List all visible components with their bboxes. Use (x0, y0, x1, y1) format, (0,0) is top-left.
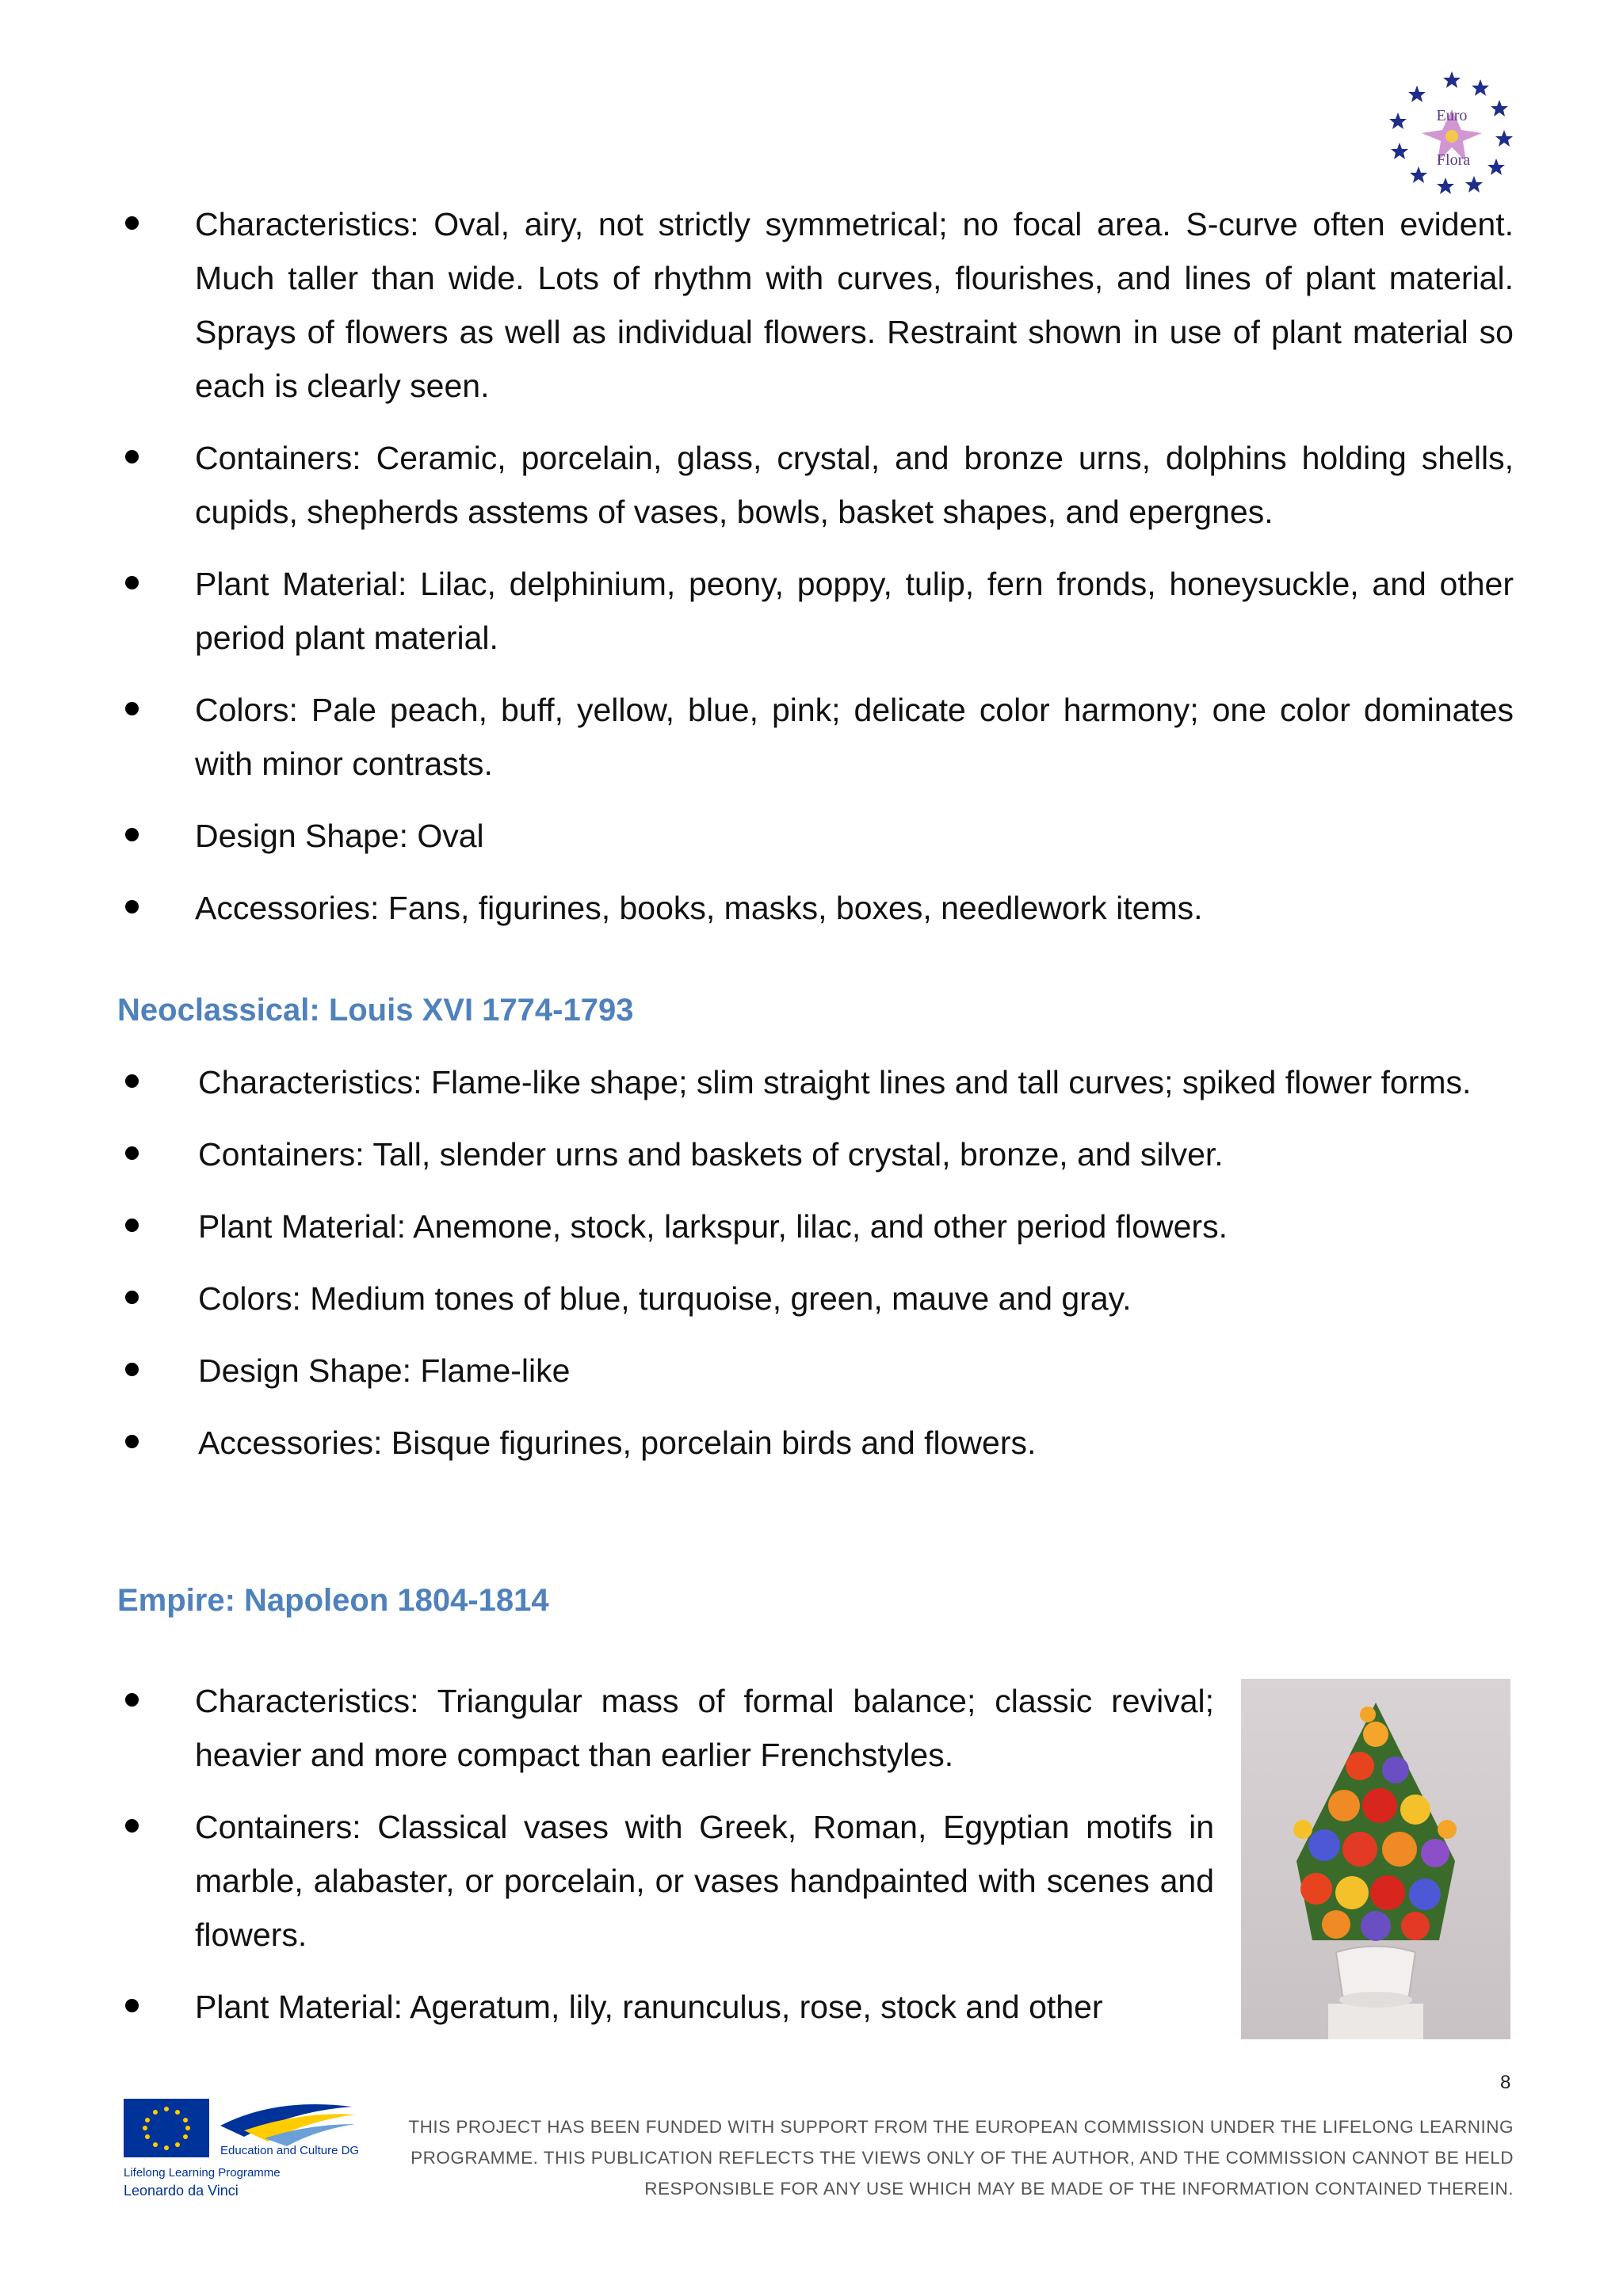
list-item-text: Plant Material: Lilac, delphinium, peony, poppy, tulip, fern fronds, honeysuckle, and other period plant material. (195, 566, 1514, 656)
list-item-text: Plant Material: Ageratum, lily, ranunculus, rose, stock and other (195, 1989, 1103, 2025)
list-item-text: Accessories: Bisque figurines, porcelain birds and flowers. (198, 1425, 1037, 1461)
bullet-icon (125, 1363, 139, 1376)
bullet-icon (125, 828, 139, 841)
bullet-list-empire (195, 1674, 1214, 2052)
bullet-icon (125, 1291, 139, 1304)
bullet-icon (125, 1146, 139, 1160)
list-item (195, 1980, 1214, 2034)
disclaimer-line: RESPONSIBLE FOR ANY USE WHICH MAY BE MADE OF THE INFORMATION CONTAINED THEREIN. (644, 2179, 1514, 2199)
list-item-text: Characteristics: Triangular mass of formal balance; classic revival; heavier and more compact than earlier Frenchstyles. (195, 1683, 1214, 1773)
list-item (198, 1055, 1514, 1109)
bullet-icon (125, 450, 139, 463)
list-item (198, 1344, 1514, 1398)
bullet-list-rococo (195, 197, 1514, 953)
bullet-icon (125, 702, 139, 715)
bullet-icon (125, 576, 139, 589)
list-item (195, 1800, 1214, 1962)
list-item (198, 1272, 1514, 1325)
dg-label: Education and Culture DG (220, 2144, 360, 2157)
list-item-text: Containers: Tall, slender urns and baskets of crystal, bronze, and silver. (198, 1136, 1224, 1173)
list-item (195, 881, 1514, 935)
list-item-text: Containers: Classical vases with Greek, Roman, Egyptian motifs in marble, alabaster, or porcelain, or vases handpainted with scenes and flowers. (195, 1809, 1214, 1953)
euro-flora-logo (1388, 68, 1515, 195)
bullet-icon (125, 1219, 139, 1232)
list-item-text: Design Shape: Flame-like (198, 1352, 571, 1389)
logo-word-bottom: Flora (1436, 151, 1471, 169)
list-item-text: Colors: Medium tones of blue, turquoise, green, mauve and gray. (198, 1280, 1132, 1317)
list-item (195, 431, 1514, 539)
eu-lifelong-learning-logo (117, 2073, 365, 2212)
list-item (198, 1416, 1514, 1470)
list-item-text: Colors: Pale peach, buff, yellow, blue, pink; delicate color harmony; one color dominates with minor contrasts. (195, 692, 1514, 782)
list-item (195, 557, 1514, 665)
list-item-text: Plant Material: Anemone, stock, larkspur, lilac, and other period flowers. (198, 1208, 1228, 1245)
page-number: 8 (1500, 2072, 1511, 2093)
list-item-text: Characteristics: Oval, airy, not strictly symmetrical; no focal area. S-curve often evident. Much taller than wide. Lots of rhythm with curves, flourishes, and lines of plant material. Sprays of flowers as well as individual flowers. Restraint shown in use of plant material so each is clearly seen. (195, 206, 1514, 404)
list-item (195, 683, 1514, 791)
bullet-icon (125, 900, 139, 913)
programme-label: Lifelong Learning Programme (124, 2166, 281, 2180)
list-item (195, 1674, 1214, 1782)
list-item (195, 197, 1514, 413)
bullet-icon (125, 1074, 139, 1088)
disclaimer-line: PROGRAMME. THIS PUBLICATION REFLECTS THE VIEWS ONLY OF THE AUTHOR, AND THE COMMISSION CANNOT BE HELD (411, 2148, 1514, 2168)
bullet-icon (125, 1435, 139, 1448)
bullet-icon (125, 1999, 139, 2012)
list-item (198, 1199, 1514, 1253)
bullet-list-neoclassical (198, 1055, 1514, 1488)
bullet-icon (125, 216, 139, 230)
section-heading-empire: Empire: Napoleon 1804-1814 (117, 1583, 549, 1618)
bullet-icon (125, 1819, 139, 1833)
list-item-text: Accessories: Fans, figurines, books, masks, boxes, needlework items. (195, 890, 1203, 926)
list-item (195, 809, 1514, 863)
flower-arrangement-photo (1241, 1679, 1510, 2039)
list-item-text: Containers: Ceramic, porcelain, glass, crystal, and bronze urns, dolphins holding shells, cupids, shepherds asstems of vases, bowls, basket shapes, and epergnes. (195, 440, 1514, 530)
list-item-text: Design Shape: Oval (195, 818, 484, 854)
bullet-icon (125, 1693, 139, 1707)
program-name: Leonardo da Vinci (124, 2183, 239, 2199)
logo-word-top: Euro (1436, 107, 1468, 124)
list-item (198, 1127, 1514, 1181)
funding-disclaimer (365, 2111, 1514, 2204)
disclaimer-line: THIS PROJECT HAS BEEN FUNDED WITH SUPPORT FROM THE EUROPEAN COMMISSION UNDER THE LIFELONG LEARNING (408, 2117, 1514, 2137)
section-heading-neoclassical: Neoclassical: Louis XVI 1774-1793 (117, 993, 634, 1028)
list-item-text: Characteristics: Flame-like shape; slim straight lines and tall curves; spiked flower forms. (198, 1064, 1472, 1100)
